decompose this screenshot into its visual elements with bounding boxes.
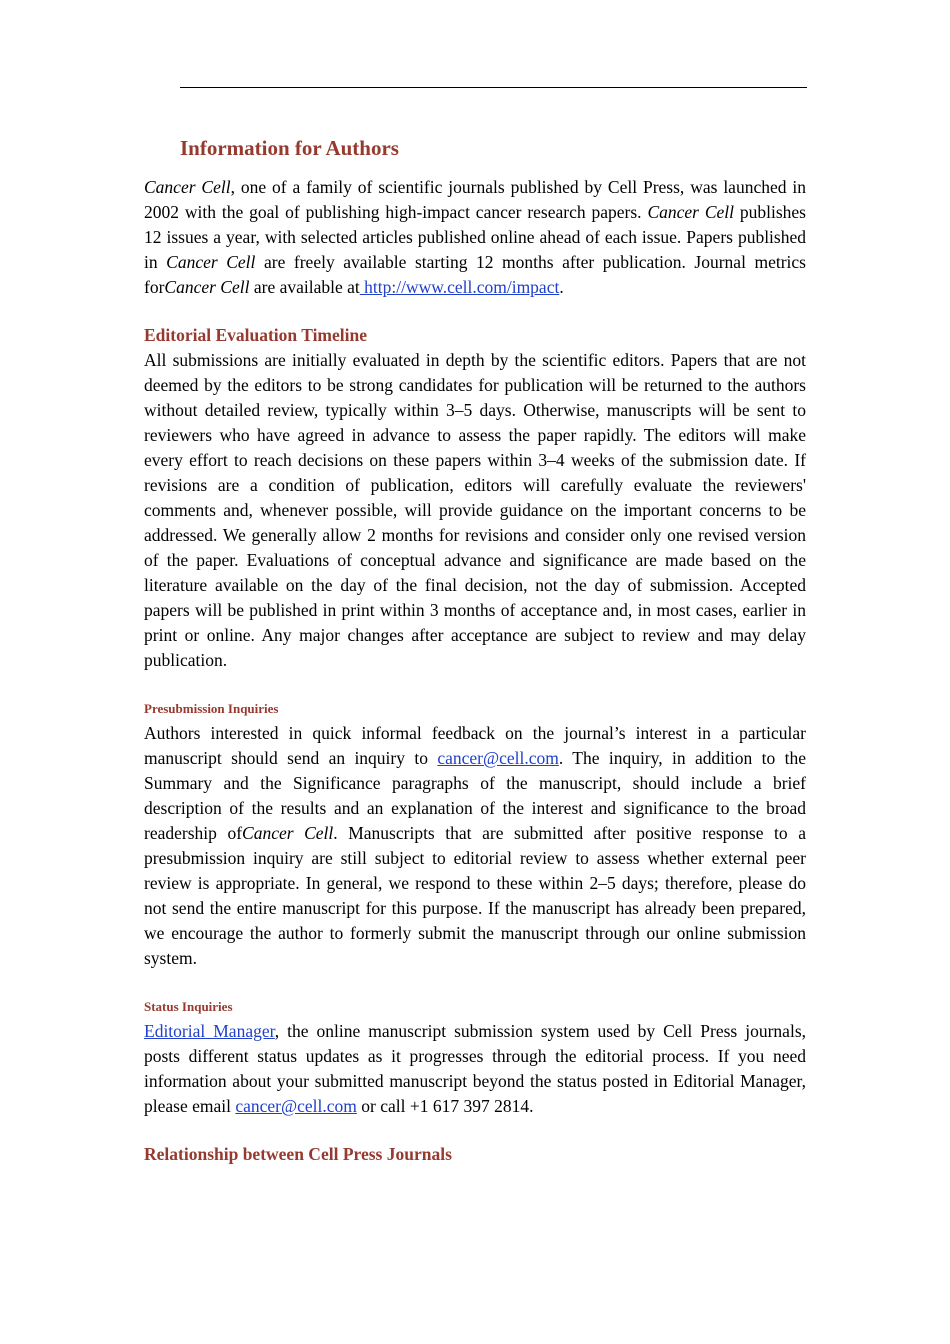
- status-text-2: or call +1 617 397 2814.: [356, 1096, 534, 1116]
- status-text-1: , the online manuscript submission system used by Cell Press journals, posts different status updates as it progresses through the editorial process. If you need information about your submitted manuscript beyond the status posted in Editorial Manager, please email: [144, 1021, 806, 1116]
- intro-text-3: are freely available starting 12 months after publication. Journal metrics for: [144, 252, 806, 297]
- timeline-paragraph: All submissions are initially evaluated in depth by the scientific editors. Papers that are not deemed by the editors to be strong candidates for publication will be returned to the authors without detailed review, typically within 3–5 days. Otherwise, manuscripts will be sent to reviewers who have agreed in advance to assess the paper rapidly. The editors will make every effort to reach decisions on these papers within 3–4 weeks of the submission date. If revisions are a condition of publication, editors will carefully evaluate the reviewers' comments and, whenever possible, will provide guidance on the important concerns to be addressed. We generally allow 2 months for revisions and consider only one revised version of the paper. Evaluations of conceptual advance and significance are made based on the literature available on the day of the final decision, not the day of submission. Accepted papers will be published in print within 3 months of acceptance and, in most cases, earlier in print or online. Any major changes after acceptance are subject to review and may delay publication.: [144, 350, 806, 670]
- relationship-heading: Relationship between Cell Press Journals: [144, 1144, 452, 1164]
- intro-text-1: , one of a family of scientific journals published by Cell Press, was launched in 2002 with the goal of publishing high-impact cancer research papers.: [144, 177, 807, 222]
- intro-text-2: publishes 12 issues a year, with selected articles published online ahead of each issue. Papers published in: [144, 202, 806, 272]
- intro-end: .: [559, 277, 564, 297]
- document-body: [144, 175, 806, 1167]
- journal-name: Cancer Cell: [166, 252, 256, 272]
- editorial-manager-link[interactable]: Editorial Manager: [144, 1021, 275, 1041]
- timeline-heading: Editorial Evaluation Timeline: [144, 325, 367, 345]
- journal-name: Cancer Cell: [164, 277, 250, 297]
- presubmission-paragraph: [144, 721, 806, 971]
- presubmission-text-1: Authors interested in quick informal feedback on the journal’s interest in a particular manuscript should send an inquiry to: [144, 723, 806, 768]
- journal-name: Cancer Cell: [144, 177, 231, 197]
- email-link[interactable]: cancer@cell.com: [437, 748, 559, 768]
- journal-name: Cancer Cell: [242, 823, 334, 843]
- top-rule: [180, 87, 807, 88]
- intro-text-4: are available at: [249, 277, 360, 297]
- journal-name: Cancer Cell: [647, 202, 734, 222]
- presubmission-text-3: . Manuscripts that are submitted after positive response to a presubmission inquiry are still subject to editorial review to assess whether external peer review is appropriate. In general, we respond to these within 2–5 days; therefore, please do not send the entire manuscript for this purpose. If the manuscript has already been prepared, we encourage the author to formerly submit the manuscript through our online submission system.: [144, 823, 806, 968]
- status-paragraph: [144, 1019, 806, 1119]
- intro-paragraph: [144, 175, 806, 300]
- email-link[interactable]: cancer@cell.com: [235, 1096, 357, 1116]
- presubmission-text-2: . The inquiry, in addition to the Summary and the Significance paragraphs of the manuscript, should include a brief description of the results and an explanation of the interest and significance to the broad readership of: [144, 748, 806, 843]
- page-title: Information for Authors: [180, 136, 399, 160]
- presubmission-heading: Presubmission Inquiries: [144, 701, 279, 716]
- status-heading: Status Inquiries: [144, 999, 233, 1014]
- impact-link[interactable]: http://www.cell.com/impact: [359, 277, 560, 297]
